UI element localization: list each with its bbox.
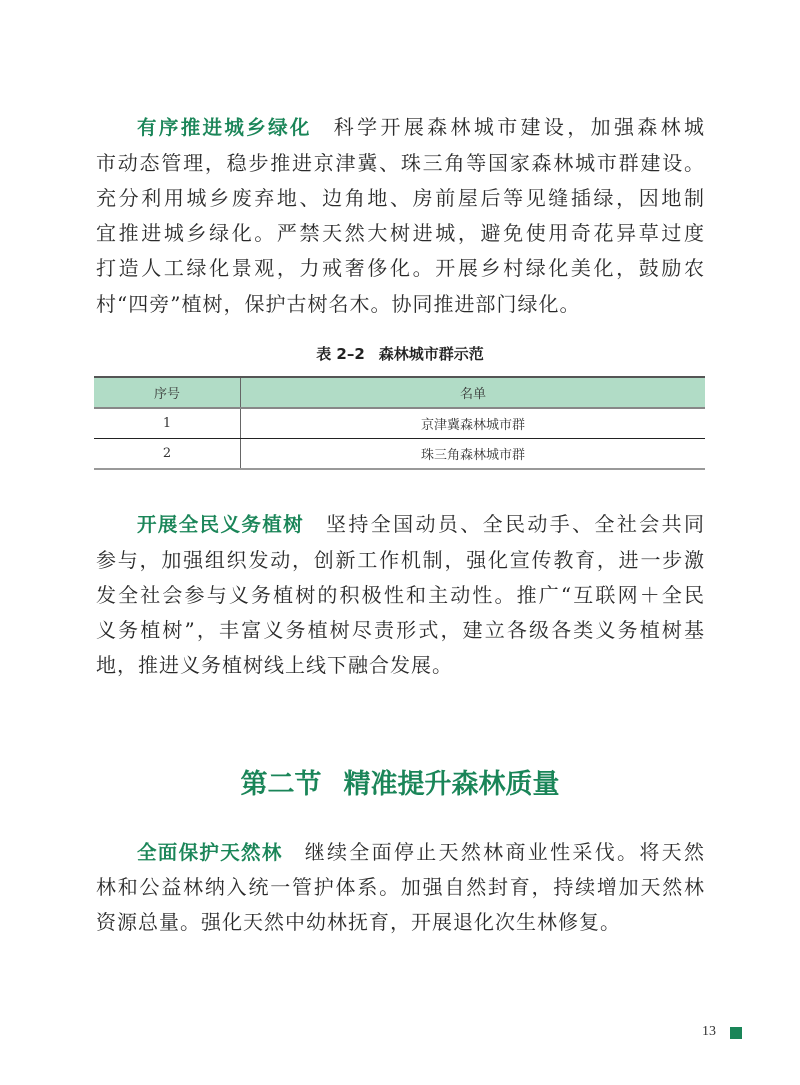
- paragraph-3-line-1: [137, 840, 705, 864]
- paragraph-3-line-3: 资源总量。强化天然中幼林抚育，开展退化次生林修复。: [96, 910, 621, 934]
- paragraph-3-lead: 全面保护天然林: [137, 841, 283, 864]
- paragraph-1-line-1: [137, 115, 705, 139]
- forest-city-cluster-table: [94, 376, 705, 470]
- table-row: [94, 408, 705, 439]
- section-number: 第二节: [240, 769, 322, 800]
- paragraph-text: 坚持全国动员、全民动手、全社会共同: [326, 512, 705, 536]
- paragraph-text: 继续全面停止天然林商业性采伐。将天然: [304, 840, 705, 864]
- paragraph-1-line-4: 宜推进城乡绿化。严禁天然大树进城，避免使用奇花异草过度: [96, 221, 705, 245]
- page-number: 13: [702, 1024, 716, 1039]
- paragraph-2-line-5: 地，推进义务植树线上线下融合发展。: [96, 653, 453, 677]
- paragraph-2-line-2: 参与，加强组织发动，创新工作机制，强化宣传教育，进一步激: [96, 548, 705, 572]
- paragraph-1-line-3: 充分利用城乡废弃地、边角地、房前屋后等见缝插绿，因地制: [96, 186, 705, 210]
- page-marker-square-icon: [730, 1027, 742, 1039]
- paragraph-2-line-3: 发全社会参与义务植树的积极性和主动性。推广“互联网＋全民: [96, 583, 705, 607]
- table-title: 森林城市群示范: [378, 345, 484, 363]
- paragraph-1-line-2: 市动态管理，稳步推进京津冀、珠三角等国家森林城市群建设。: [96, 151, 705, 175]
- table-caption: [0, 343, 800, 364]
- row-name: 京津冀森林城市群: [241, 408, 706, 439]
- paragraph-text: 科学开展森林城市建设，加强森林城: [333, 115, 705, 139]
- paragraph-3-line-2: 林和公益林纳入统一管护体系。加强自然封育，持续增加天然林: [96, 875, 705, 899]
- paragraph-2-line-4: 义务植树”，丰富义务植树尽责形式，建立各级各类义务植树基: [96, 618, 705, 642]
- paragraph-1-line-6: 村“四旁”植树，保护古树名木。协同推进部门绿化。: [96, 292, 581, 316]
- row-index: 2: [94, 439, 241, 470]
- row-index: 1: [94, 408, 241, 439]
- section-title: 精准提升森林质量: [343, 769, 560, 800]
- paragraph-1-lead: 有序推进城乡绿化: [137, 116, 312, 139]
- paragraph-2-lead: 开展全民义务植树: [137, 513, 304, 536]
- table-row: [94, 439, 705, 470]
- table-number: 表 2–2: [316, 345, 365, 363]
- table-header-row: [94, 377, 705, 408]
- section-heading: [0, 762, 800, 801]
- paragraph-2-line-1: [137, 512, 705, 536]
- header-index: 序号: [94, 377, 241, 408]
- paragraph-1-line-5: 打造人工绿化景观，力戒奢侈化。开展乡村绿化美化，鼓励农: [96, 256, 705, 280]
- row-name: 珠三角森林城市群: [241, 439, 706, 470]
- header-name: 名单: [241, 377, 706, 408]
